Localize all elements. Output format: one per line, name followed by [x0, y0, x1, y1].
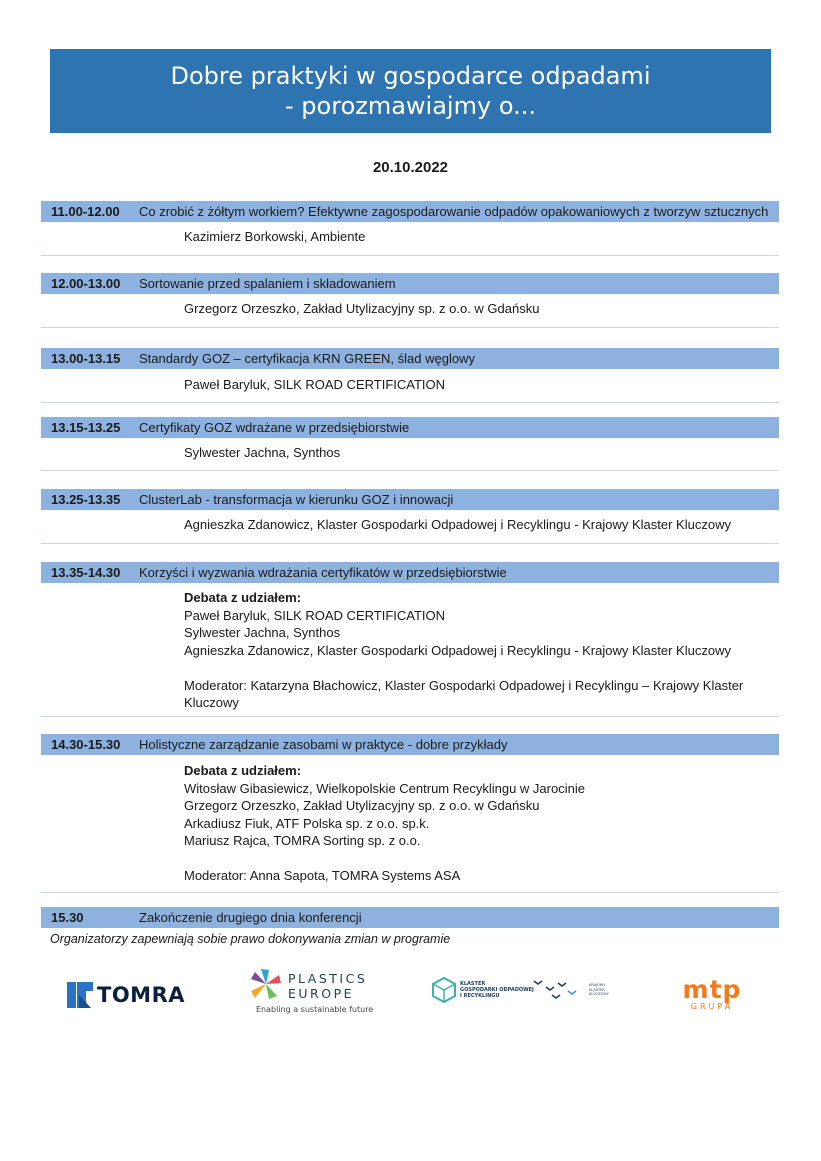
session-title: Sortowanie przed spalaniem i składowaniem [139, 276, 396, 291]
session-row [41, 734, 779, 755]
cube-icon [432, 977, 456, 1003]
banner-title-line2: - porozmawiajmy o... [285, 92, 536, 120]
klaster-logo [432, 975, 612, 1007]
session-title: Zakończenie drugiego dnia konferencji [139, 910, 362, 925]
session-row [41, 273, 779, 294]
speaker: Sylwester Jachna, Synthos [184, 625, 341, 640]
session-time: 14.30-15.30 [51, 737, 121, 752]
session-speakers [184, 516, 754, 534]
debate-label: Debata z udziałem: [184, 590, 302, 605]
session-time: 13.00-13.15 [51, 351, 121, 366]
klaster-name: KLASTER GOSPODARKI ODPADOWEJ I RECYKLINGU [460, 981, 534, 999]
speaker: Arkadiusz Fiuk, ATF Polska sp. z o.o. sp.k. [184, 815, 430, 831]
divider [41, 470, 779, 471]
session-speakers [184, 444, 754, 462]
session-title: Co zrobić z żółtym workiem? Efektywne zagospodarowanie odpadów opakowaniowych z tworzyw sztucznych [139, 204, 769, 219]
session-speakers [184, 762, 754, 885]
header-banner [50, 49, 771, 133]
moderator: Moderator: Katarzyna Błachowicz, Klaster Gospodarki Odpadowej i Recyklingu – Krajowy Klaster [184, 677, 744, 693]
event-date: 20.10.2022 [372, 159, 449, 176]
session-time: 13.15-13.25 [51, 420, 121, 435]
session-time: 12.00-13.00 [51, 276, 121, 291]
session-title: ClusterLab - transformacja w kierunku GOZ i innowacji [139, 492, 454, 507]
session-time: 11.00-12.00 [51, 204, 120, 219]
mtp-logo [672, 977, 752, 1011]
tomra-logo-text: TOMRA [97, 983, 185, 1007]
session-row [41, 417, 779, 438]
session-row [41, 201, 779, 222]
plastics-europe-name: PLASTICS EUROPE [288, 971, 368, 1001]
plastics-europe-star-icon [250, 967, 282, 1001]
session-time: 13.35-14.30 [51, 565, 121, 580]
session-title: Korzyści i wyzwania wdrażania certyfikatów w przedsiębiorstwie [139, 565, 507, 580]
divider [41, 716, 779, 717]
session-row [41, 562, 779, 583]
session-title: Standardy GOZ – certyfikacja KRN GREEN, ślad węglowy [139, 351, 475, 366]
speaker: Agnieszka Zdanowicz, Klaster Gospodarki Odpadowej i Recyklingu - Krajowy Klaster Kluczowy [184, 642, 731, 658]
speaker: Grzegorz Orzeszko, Zakład Utylizacyjny sp. z o.o. w Gdańsku [184, 798, 540, 813]
session-speakers [184, 300, 754, 318]
program-change-note: Organizatorzy zapewniają sobie prawo dokonywania zmian w programie [50, 932, 451, 946]
session-speakers [184, 589, 754, 712]
speaker: Paweł Baryluk, SILK ROAD CERTIFICATION [184, 377, 446, 392]
session-title: Certyfikaty GOZ wdrażane w przedsiębiorstwie [139, 420, 410, 435]
divider [41, 892, 779, 893]
divider [41, 327, 779, 328]
divider [41, 402, 779, 403]
session-time: 13.25-13.35 [51, 492, 121, 507]
speaker: Grzegorz Orzeszko, Zakład Utylizacyjny sp. z o.o. w Gdańsku [184, 301, 540, 316]
plastics-europe-tagline: Enabling a sustainable future [256, 1005, 374, 1014]
speaker: Agnieszka Zdanowicz, Klaster Gospodarki Odpadowej i Recyklingu - Krajowy Klaster Kluczowy [184, 517, 731, 532]
session-row [41, 907, 779, 928]
speaker: Sylwester Jachna, Synthos [184, 445, 341, 460]
session-row [41, 348, 779, 369]
speaker: Paweł Baryluk, SILK ROAD CERTIFICATION [184, 607, 446, 623]
moderator-continued: Kluczowy [184, 695, 239, 710]
divider [41, 255, 779, 256]
tomra-logo-icon [67, 982, 93, 1008]
tomra-logo [67, 982, 185, 1008]
session-time: 15.30 [51, 910, 84, 925]
moderator: Moderator: Anna Sapota, TOMRA Systems ASA [184, 868, 461, 883]
mtp-logo-subtitle: GRUPA [690, 1002, 734, 1011]
klaster-subtitle: KRAJOWY KLASTER KLUCZOWY [589, 983, 609, 996]
session-row [41, 489, 779, 510]
plastics-europe-logo [250, 967, 380, 1017]
speaker: Mariusz Rajca, TOMRA Sorting sp. z o.o. [184, 833, 421, 848]
divider [41, 543, 779, 544]
mtp-logo-text: mtp [682, 975, 742, 1004]
session-speakers [184, 376, 754, 394]
banner-title-line1: Dobre praktyki w gospodarce odpadami [170, 62, 651, 90]
debate-label: Debata z udziałem: [184, 763, 302, 778]
speaker: Kazimierz Borkowski, Ambiente [184, 229, 366, 244]
birds-icon [532, 977, 584, 1001]
speaker: Witosław Gibasiewicz, Wielkopolskie Centrum Recyklingu w Jarocinie [184, 780, 585, 796]
session-title: Holistyczne zarządzanie zasobami w praktyce - dobre przykłady [139, 737, 508, 752]
session-speakers [184, 228, 754, 246]
